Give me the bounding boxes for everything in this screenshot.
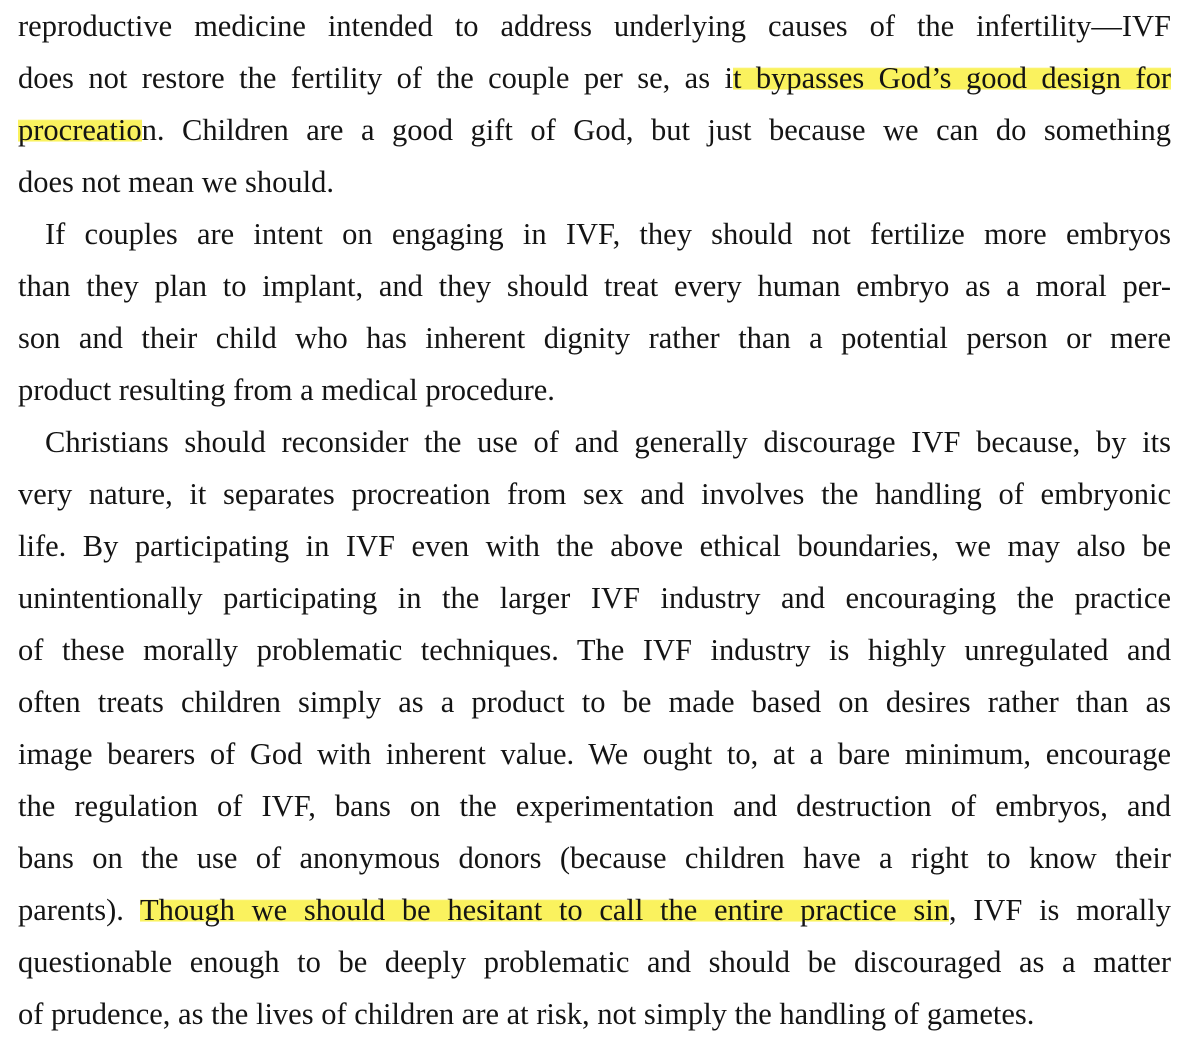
text-segment: n. Children are a good gift of God, but just because we can do something xyxy=(141,113,1171,147)
text-line xyxy=(18,884,1171,936)
text-segment: If couples are intent on engaging in IVF, they should not fertilize more embryos xyxy=(45,217,1171,251)
highlighted-text: t bypasses God’s good design for xyxy=(732,61,1171,95)
text-segment: parents). xyxy=(18,893,140,927)
text-line xyxy=(18,156,1171,208)
text-line xyxy=(18,624,1171,676)
text-line xyxy=(18,676,1171,728)
text-line xyxy=(18,364,1171,416)
text-line xyxy=(18,936,1171,988)
text-segment: often treats children simply as a product to be made based on desires rather than as xyxy=(18,685,1171,719)
text-line xyxy=(18,988,1171,1040)
text-segment: questionable enough to be deeply problematic and should be discouraged as a matter xyxy=(18,945,1171,979)
text-segment: of these morally problematic techniques. The IVF industry is highly unregulated and xyxy=(18,633,1171,667)
text-line xyxy=(18,520,1171,572)
text-segment: life. By participating in IVF even with the above ethical boundaries, we may also be xyxy=(18,529,1171,563)
text-segment: reproductive medicine intended to address underlying causes of the infertility—IVF xyxy=(18,9,1171,43)
text-segment: the regulation of IVF, bans on the experimentation and destruction of embryos, and xyxy=(18,789,1171,823)
text-line xyxy=(18,104,1171,156)
highlighted-text: Though we should be hesitant to call the entire practice sin xyxy=(140,893,949,927)
text-segment: son and their child who has inherent dignity rather than a potential person or mere xyxy=(18,321,1171,355)
text-segment: bans on the use of anonymous donors (because children have a right to know their xyxy=(18,841,1171,875)
text-segment: , IVF is morally xyxy=(948,893,1171,927)
text-line xyxy=(18,312,1171,364)
text-line xyxy=(18,416,1171,468)
text-line xyxy=(18,260,1171,312)
text-line xyxy=(18,780,1171,832)
text-segment: does not mean we should. xyxy=(18,165,334,199)
text-segment: unintentionally participating in the larger IVF industry and encouraging the practice xyxy=(18,581,1171,615)
text-line xyxy=(18,832,1171,884)
text-segment: does not restore the fertility of the couple per se, as i xyxy=(18,61,733,95)
text-segment: of prudence, as the lives of children are at risk, not simply the handling of gametes. xyxy=(18,997,1035,1031)
text-segment: Christians should reconsider the use of and generally discourage IVF because, by its xyxy=(45,425,1171,459)
text-line xyxy=(18,208,1171,260)
text-segment: product resulting from a medical procedure. xyxy=(18,373,555,407)
text-line xyxy=(18,572,1171,624)
text-line xyxy=(18,468,1171,520)
text-segment: than they plan to implant, and they should treat every human embryo as a moral per- xyxy=(18,269,1171,303)
book-page xyxy=(18,0,1171,1040)
text-segment: image bearers of God with inherent value. We ought to, at a bare minimum, encourage xyxy=(18,737,1171,771)
text-line xyxy=(18,0,1171,52)
highlighted-text: procreatio xyxy=(18,113,142,147)
text-segment: very nature, it separates procreation from sex and involves the handling of embryonic xyxy=(18,477,1171,511)
text-line xyxy=(18,52,1171,104)
text-line xyxy=(18,728,1171,780)
